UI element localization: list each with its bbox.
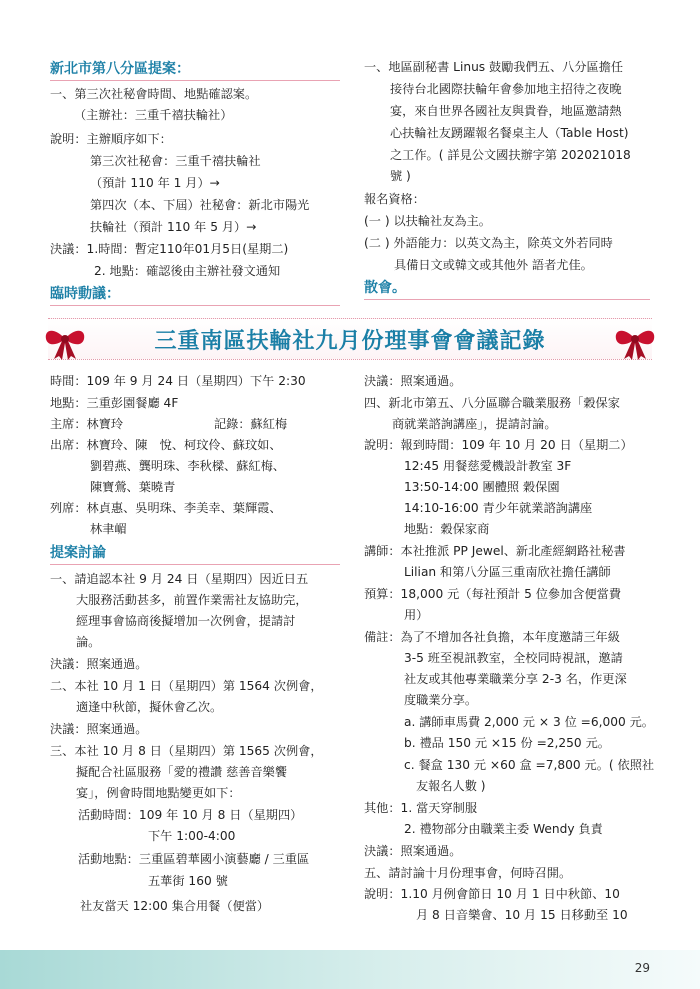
text-line: 決議：照案通過。 (50, 657, 148, 671)
text-line: 林聿嵋 (90, 522, 127, 536)
text-line: 具備日文或韓文或其他外 語者尤佳。 (394, 258, 593, 272)
text-line: 列席：林貞惠、吳明珠、李美幸、葉輝霞、 (50, 501, 282, 515)
heading-rule (50, 80, 340, 81)
section-heading-proposals: 提案討論 (50, 545, 106, 561)
text-line: 商就業諮詢講座」，提請討論。 (392, 417, 557, 431)
text-line: 擬配合社區服務「愛的禮讚 慈善音樂饗 (76, 765, 288, 779)
text-line: (二 ) 外語能力：以英文為主，除英文外若同時 (364, 236, 613, 250)
text-line: 一、請追認本社 9 月 24 日（星期四）因近日五 (50, 572, 309, 586)
text-line: 二、本社 10 月 1 日（星期四）第 1564 次例會， (50, 679, 323, 693)
text-line: 陳寶鶯、葉曉青 (90, 480, 176, 494)
text-line: 適逢中秋節，擬休會乙次。 (76, 700, 223, 714)
text-line: 出席：林寶玲、陳 悅、柯玟伶、蘇玟如、 (50, 438, 282, 452)
title-banner (48, 318, 652, 360)
text-line: 下午 1:00-4:00 (148, 829, 236, 843)
text-line: 大服務活動甚多，前置作業需社友協助完， (76, 593, 308, 607)
text-line: 活動時間：109 年 10 月 8 日（星期四） (78, 808, 303, 822)
text-line: (一 ) 以扶輪社友為主。 (364, 214, 491, 228)
text-line: 心扶輪社友踴躍報名餐桌主人（Table Host) (390, 126, 629, 140)
text-line: 一、地區副秘書 Linus 鼓勵我們五、八分區擔任 (364, 60, 624, 74)
section-heading-district8: 新北市第八分區提案： (50, 61, 190, 77)
text-line: 備註：為了不增加各社負擔，本年度邀請三年級 (364, 630, 620, 644)
text-line: 決議：照案通過。 (364, 844, 462, 858)
text-line: 扶輪社（預計 110 年 5 月）→ (90, 220, 257, 234)
text-line: 宴，來自世界各國社友與貴眷，地區邀請熱 (390, 104, 622, 118)
banner-title: 三重南區扶輪社九月份理事會會議記錄 (154, 329, 546, 354)
text-line: 說明：1.10 月例會節日 10 月 1 日中秋節、10 (364, 887, 620, 901)
text-line: 14:10-16:00 青少年就業諮詢講座 (404, 501, 593, 515)
page-footer (0, 950, 700, 989)
text-line: 友報名人數 ) (416, 779, 486, 793)
text-line: 四、新北市第五、八分區聯合職業服務「穀保家 (364, 396, 620, 410)
text-line: 三、本社 10 月 8 日（星期四）第 1565 次例會， (50, 744, 323, 758)
text-line: 主席：林寶玲 (50, 417, 124, 431)
text-line: 劉碧燕、龔明珠、李秋樑、蘇紅梅、 (90, 459, 285, 473)
text-line: 經理事會協商後擬增加一次例會，提請討 (76, 614, 296, 628)
text-line: 記錄：蘇紅梅 (214, 417, 288, 431)
text-line: 3-5 班至視訊教室，全校同時視訊，邀請 (404, 651, 623, 665)
ribbon-bow-icon (610, 321, 660, 361)
text-line: 講師：本社推派 PP Jewel、新北產經網路社秘書 (364, 544, 626, 558)
text-line: 月 8 日音樂會、10 月 15 日移動至 10 (416, 908, 628, 922)
heading-rule (364, 299, 650, 300)
text-line: b. 禮品 150 元 ×15 份 =2,250 元。 (404, 736, 610, 750)
text-line: 用） (404, 608, 429, 622)
text-line: 2. 地點：確認後由主辦社發文通知 (94, 264, 281, 278)
text-line: 說明：主辦順序如下： (50, 132, 172, 146)
text-line: 活動地點：三重區碧華國小演藝廳 / 三重區 (78, 852, 310, 866)
text-line: 五、請討論十月份理事會，何時召開。 (364, 866, 572, 880)
text-line: c. 餐盒 130 元 ×60 盒 =7,800 元。( 依照社 (404, 758, 655, 772)
section-heading-adjourn: 散會。 (364, 280, 406, 296)
text-line: 決議：照案通過。 (364, 374, 462, 388)
text-line: 決議：1.時間：暫定110年01月5日(星期二) (50, 242, 289, 256)
text-line: a. 講師車馬費 2,000 元 × 3 位 =6,000 元。 (404, 715, 654, 729)
text-line: 其他：1. 當天穿制服 (364, 801, 478, 815)
text-line: 五華街 160 號 (148, 874, 228, 888)
text-line: 宴」，例會時間地點變更如下： (76, 786, 241, 800)
text-line: 預算：18,000 元（每社預計 5 位參加含便當費 (364, 587, 622, 601)
page-number: 29 (634, 961, 650, 975)
text-line: 社友或其他專業職業分享 2-3 名，作更深 (404, 672, 627, 686)
text-line: 說明：報到時間：109 年 10 月 20 日（星期二） (364, 438, 633, 452)
text-line: 之工作。( 詳見公文國扶辦字第 202021018 (390, 148, 631, 162)
text-line: 決議：照案通過。 (50, 722, 148, 736)
heading-rule (50, 564, 340, 565)
text-line: 13:50-14:00 團體照 穀保園 (404, 480, 560, 494)
text-line: （預計 110 年 1 月）→ (90, 176, 220, 190)
text-line: 第四次（本、下屆）社秘會：新北市陽光 (90, 198, 310, 212)
text-line: 號 ) (390, 169, 411, 183)
text-line: （主辦社：三重千禧扶輪社） (74, 108, 233, 122)
text-line: 地點：穀保家商 (404, 522, 490, 536)
text-line: 時間：109 年 9 月 24 日（星期四）下午 2:30 (50, 374, 306, 388)
text-line: 一、第三次社秘會時間、地點確認案。 (50, 87, 258, 101)
text-line: 報名資格： (364, 192, 425, 206)
heading-rule (50, 305, 340, 306)
text-line: 接待台北國際扶輪年會參加地主招待之夜晚 (390, 82, 622, 96)
text-line: 度職業分享。 (404, 693, 478, 707)
text-line: 論。 (76, 635, 101, 649)
text-line: Lilian 和第八分區三重南欣社擔任講師 (404, 565, 611, 579)
text-line: 第三次社秘會：三重千禧扶輪社 (90, 154, 261, 168)
text-line: 2. 禮物部分由職業主委 Wendy 負責 (404, 822, 603, 836)
text-line: 社友當天 12:00 集合用餐（便當） (80, 899, 270, 913)
text-line: 12:45 用餐慈愛機設計教室 3F (404, 459, 572, 473)
section-heading-extempore: 臨時動議： (50, 286, 120, 302)
text-line: 地點：三重彭園餐廳 4F (50, 396, 179, 410)
